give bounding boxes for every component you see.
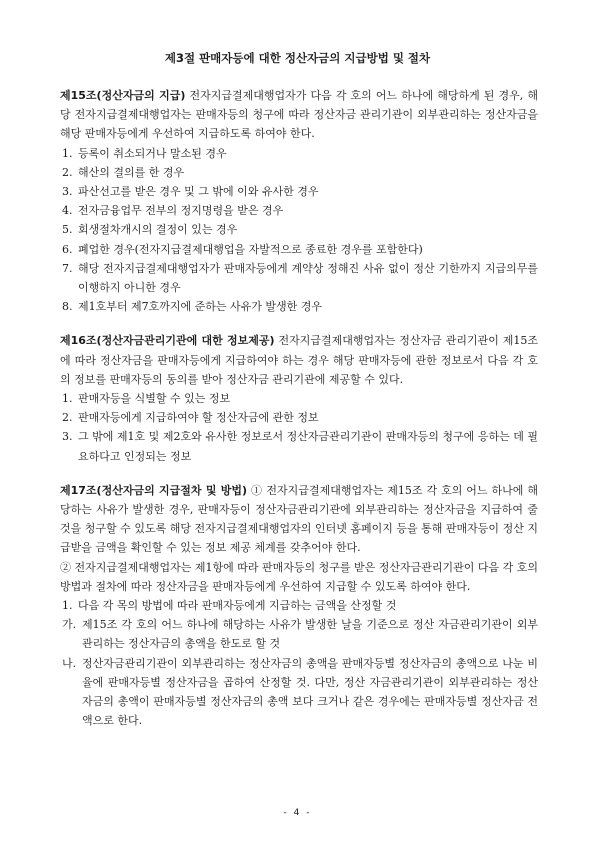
item-number: 5. xyxy=(62,223,73,237)
section-title: 제3절 판매자등에 대한 정산자금의 지급방법 및 절차 xyxy=(164,51,431,65)
item-number: 4. xyxy=(62,204,73,218)
list-item xyxy=(60,182,538,201)
item-number: 3. xyxy=(62,430,73,444)
list-item xyxy=(60,615,538,653)
article-16-text: 전자지급결제대행업자는 정산자금 관리기관이 제15조에 따라 정산자금을 판매자등에게 지급하여야 하는 경우 해당 판매자등에 관한 정보로서 다음 각 호의 정보를 판매자등의 동의를 받아 정산자금 관리기관에 제공할 수 있다. xyxy=(60,334,539,386)
article-17-para-1 xyxy=(60,481,538,558)
article-17-text-1: ① 전자지급결제대행업자는 제15조 각 호의 어느 하나에 해당하는 사유가 발생한 경우, 판매자등이 정산자금관리기관에 외부관리하는 정산자금을 지급하여 줄 것을 청구할 수 있도록 해당 전자지급결제대행업자의 인터넷 홈페이지 등을 통해 판매자등이 정산 지급받을 금액을 확인할 수 있는 정보 제공 체계를 갖추어야 한다. xyxy=(60,483,538,555)
list-item xyxy=(60,408,538,427)
item-text: 판매자등을 식별할 수 있는 정보 xyxy=(78,392,231,406)
article-15-heading: 제15조(정산자금의 지급) xyxy=(60,89,186,102)
page-number: - 4 - xyxy=(283,808,312,818)
list-item xyxy=(60,427,538,465)
subitem-text: 정산자금관리기관이 외부관리하는 정산자금의 총액을 판매자등별 정산자금의 총액으로 나눈 비율에 판매자등별 정산자금을 곱하여 산정할 것. 다만, 정산 자금관리기관이 외부관리하는 정산자금의 총액이 판매자등별 정산자금의 총액 보다 크거나 같은 경우에는 판매자등별 정산자금 전액으로 한다. xyxy=(82,656,538,728)
list-item xyxy=(60,240,538,259)
item-number: 7. xyxy=(62,261,73,275)
article-16-intro xyxy=(60,331,538,389)
item-text: 제1호부터 제7호까지에 준하는 사유가 발생한 경우 xyxy=(78,300,322,314)
item-text: 해당 전자지급결제대행업자가 판매자등에게 계약상 정해진 사유 없이 정산 기한까지 지급의무를 이행하지 아니한 경우 xyxy=(78,261,538,295)
article-15-items xyxy=(60,144,538,317)
list-item xyxy=(60,297,538,316)
list-item xyxy=(60,163,538,182)
item-text: 그 밖에 제1호 및 제2호와 유사한 정보로서 정산자금관리기관이 판매자등의 청구에 응하는 데 필요하다고 인정되는 정보 xyxy=(78,430,538,463)
document-body xyxy=(60,86,538,746)
article-16-items xyxy=(60,389,538,466)
article-17 xyxy=(60,481,538,731)
list-item xyxy=(60,220,538,239)
item-number: 8. xyxy=(62,300,73,314)
item-text: 회생절차개시의 결정이 있는 경우 xyxy=(78,223,238,237)
item-text: 등록이 취소되거나 말소된 경우 xyxy=(78,146,227,160)
article-17-para-2: ② 전자지급결제대행업자는 제1항에 따라 판매자등의 청구를 받은 정산자금관리기관이 다음 각 호의 방법과 절차에 따라 정산자금을 판매자등에게 우선하여 지급할 수 있도록 하여야 한다. xyxy=(60,560,539,593)
item-text: 전자금융업무 전부의 정지명령을 받은 경우 xyxy=(78,204,284,218)
item-text: 파산선고를 받은 경우 및 그 밖에 이와 유사한 경우 xyxy=(78,185,319,199)
item-text: 해산의 결의를 한 경우 xyxy=(78,165,185,179)
subitem-label: 나. xyxy=(62,656,77,670)
item-number: 1. xyxy=(62,599,73,613)
article-17-heading: 제17조(정산자금의 지급절차 및 방법) xyxy=(60,483,248,497)
article-15 xyxy=(60,86,538,316)
item-number: 2. xyxy=(62,165,73,179)
article-16-heading: 제16조(정산자금관리기관에 대한 정보제공) xyxy=(60,334,275,348)
subitem-text: 제15조 각 호의 어느 하나에 해당하는 사유가 발생한 날을 기준으로 정산 자금관리기관이 외부관리하는 정산자금의 총액을 한도로 할 것 xyxy=(82,618,538,651)
list-item xyxy=(60,596,538,615)
item-text: 다음 각 목의 방법에 따라 판매자등에게 지급하는 금액을 산정할 것 xyxy=(78,599,397,613)
article-15-intro xyxy=(60,86,538,144)
list-item xyxy=(60,389,538,408)
item-number: 1. xyxy=(62,392,73,406)
item-number: 2. xyxy=(62,411,73,425)
article-17-items xyxy=(60,596,538,615)
subitem-label: 가. xyxy=(62,618,77,632)
article-17-subitems xyxy=(60,615,538,730)
list-item xyxy=(60,259,538,297)
article-16 xyxy=(60,331,538,465)
list-item xyxy=(60,144,538,163)
item-number: 6. xyxy=(62,242,73,256)
article-15-text: 전자지급결제대행업자가 다음 각 호의 어느 하나에 해당하게 된 경우, 해당 전자지급결제대행업자는 판매자등의 청구에 따라 정산자금 관리기관이 외부관리하는 정산자금을 해당 판매자등에게 우선하여 지급하도록 하여야 한다. xyxy=(60,89,538,141)
item-text: 판매자등에게 지급하여야 할 정산자금에 관한 정보 xyxy=(78,411,319,425)
item-number: 3. xyxy=(62,185,73,199)
item-number: 1. xyxy=(62,146,73,160)
list-item xyxy=(60,201,538,220)
item-text: 폐업한 경우(전자지급결제대행업을 자발적으로 종료한 경우를 포함한다) xyxy=(78,242,423,256)
list-item xyxy=(60,654,538,731)
